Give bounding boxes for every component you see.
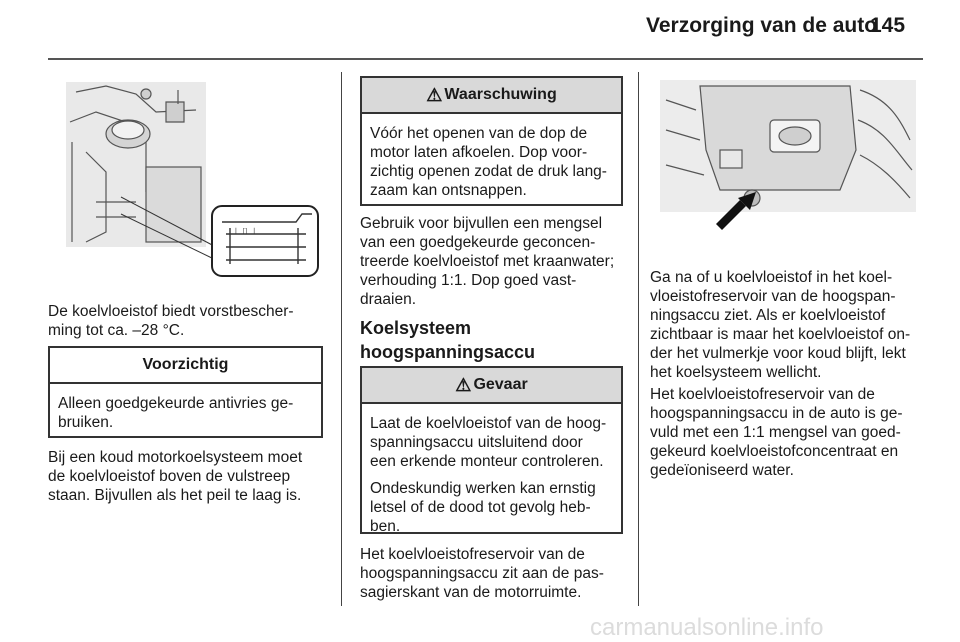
- body-paragraph: [360, 214, 614, 309]
- text-line: zichtbaar is maar het koelvloeistof on-: [650, 326, 911, 343]
- text-line: hoogspanningsaccu zit aan de pas-: [360, 565, 604, 582]
- danger-notice: [360, 366, 623, 534]
- battery-coolant-reservoir-illustration: [660, 80, 916, 230]
- text-line: Bij een koud motorkoelsysteem moet: [48, 449, 303, 466]
- section-heading: [360, 316, 535, 364]
- text-line: zichtig openen zodat de druk lang-: [370, 163, 607, 180]
- warning-triangle-icon: ⚠: [455, 374, 472, 395]
- text-line: Het koelvloeistofreservoir van de: [360, 546, 585, 563]
- heading-line: Koelsysteem: [360, 318, 472, 338]
- caution-notice: [48, 346, 323, 438]
- text-line: De koelvloeistof biedt vorstbescher-: [48, 303, 294, 320]
- text-line: sagierskant van de motorruimte.: [360, 584, 582, 601]
- text-line: het koelsysteem wellicht.: [650, 364, 822, 381]
- page-header-title: Verzorging van de auto: [646, 14, 878, 37]
- danger-title: Gevaar: [473, 376, 528, 393]
- text-line: draaien.: [360, 291, 417, 308]
- text-line: bruiken.: [58, 414, 114, 431]
- text-line: ben.: [370, 518, 401, 535]
- text-line: van een goedgekeurde geconcen-: [360, 234, 596, 251]
- text-line: vloeistofreservoir van de hoogspan-: [650, 288, 896, 305]
- header-rule: [48, 58, 923, 60]
- text-line: staan. Bijvullen als het peil te laag is.: [48, 487, 302, 504]
- svg-text:⊥ ⌷ ⊥: ⊥ ⌷ ⊥: [232, 226, 259, 236]
- column-divider: [638, 72, 639, 606]
- coolant-reservoir-illustration: [66, 82, 322, 278]
- text-line: motor laten afkoelen. Dop voor-: [370, 144, 588, 161]
- intro-paragraph: [48, 302, 294, 340]
- text-line: gekeurd koelvloeistofconcentraat en: [650, 443, 899, 460]
- column-divider: [341, 72, 342, 606]
- text-line: Ondeskundig werken kan ernstig: [370, 480, 596, 497]
- body-paragraph: [360, 545, 604, 602]
- watermark: carmanualsonline.info: [590, 614, 824, 641]
- text-line: zaam kan ontsnappen.: [370, 182, 527, 199]
- text-line: spanningsaccu uitsluitend door: [370, 434, 583, 451]
- text-line: Gebruik voor bijvullen een mengsel: [360, 215, 603, 232]
- heading-line: hoogspanningsaccu: [360, 342, 536, 362]
- text-line: der het vulmerkje voor koud blijft, lekt: [650, 345, 906, 362]
- text-line: ming tot ca. –28 °C.: [48, 322, 185, 339]
- page-number: 145: [870, 14, 906, 37]
- text-line: een erkende monteur controleren.: [370, 453, 604, 470]
- text-line: Vóór het openen van de dop de: [370, 125, 588, 142]
- text-line: Laat de koelvloeistof van de hoog-: [370, 415, 607, 432]
- text-line: Alleen goedgekeurde antivries ge-: [58, 395, 294, 412]
- text-line: hoogspanningsaccu in de auto is ge-: [650, 405, 903, 422]
- warning-triangle-icon: ⚠: [426, 84, 443, 105]
- body-paragraph: [48, 448, 302, 505]
- warning-notice: [360, 76, 623, 206]
- text-line: verhouding 1:1. Dop goed vast-: [360, 272, 577, 289]
- text-line: de koelvloeistof boven de vulstreep: [48, 468, 291, 485]
- text-line: vuld met een 1:1 mengsel van goed-: [650, 424, 901, 441]
- body-paragraph: [650, 385, 903, 480]
- text-line: letsel of de dood tot gevolg heb-: [370, 499, 591, 516]
- text-line: treerde koelvloeistof met kraanwater;: [360, 253, 615, 270]
- text-line: ningsaccu ziet. Als er koelvloeistof: [650, 307, 886, 324]
- caution-title: Voorzichtig: [50, 348, 321, 384]
- warning-title: Waarschuwing: [444, 86, 557, 103]
- text-line: gedeïoniseerd water.: [650, 462, 794, 479]
- text-line: Ga na of u koelvloeistof in het koel-: [650, 269, 893, 286]
- text-line: Het koelvloeistofreservoir van de: [650, 386, 875, 403]
- body-paragraph: [650, 268, 910, 382]
